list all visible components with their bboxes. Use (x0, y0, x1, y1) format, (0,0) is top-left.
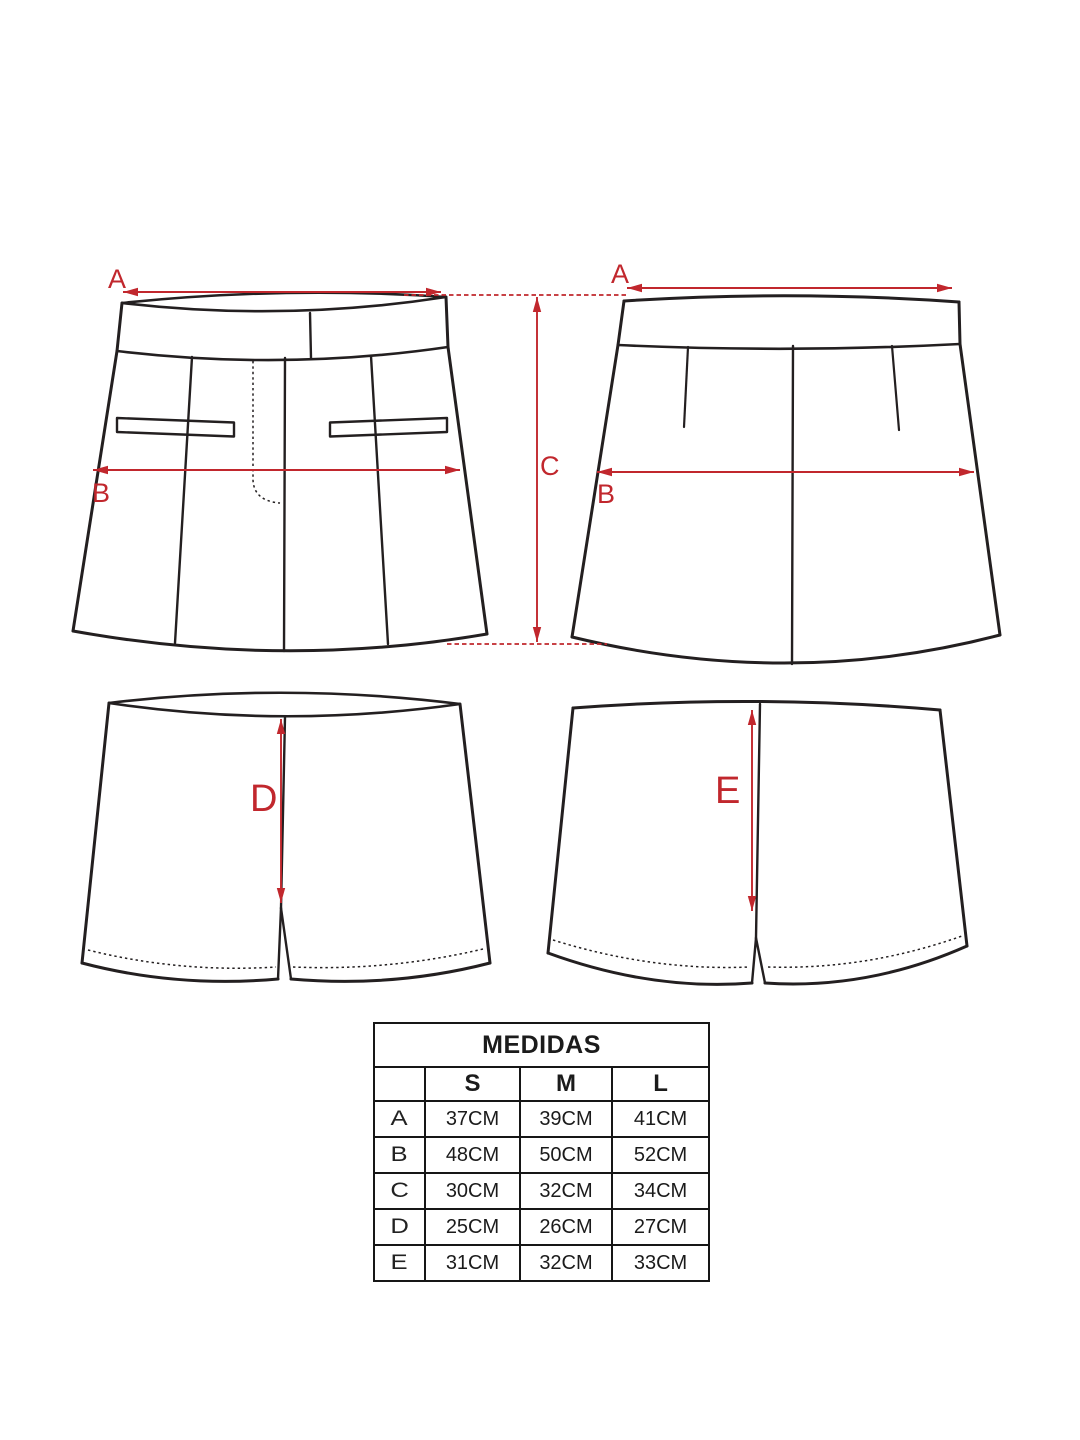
shorts-back-rise-seam (756, 704, 760, 938)
front-waistband-bottom (117, 347, 448, 360)
table-row-e (374, 1245, 709, 1281)
front-pocket-welt-left (117, 418, 234, 437)
front-hem (73, 631, 487, 651)
measure-d-s: 25CM (425, 1209, 520, 1245)
back-waistband-right-edge (959, 302, 960, 344)
dim-label-a-front: A (108, 264, 127, 294)
back-dart-right (892, 346, 899, 430)
measure-a-m: 39CM (520, 1101, 612, 1137)
front-waist-back-rim (122, 293, 446, 303)
back-center-seam (792, 346, 793, 664)
back-side-right (960, 344, 1000, 635)
shorts-front-hem-right (291, 963, 490, 981)
size-header-l: L (612, 1067, 709, 1101)
shorts-back-side-left (548, 708, 573, 953)
shorts-back-side-right (940, 710, 967, 946)
skirt-back-view (572, 296, 1000, 664)
back-waistband-left-edge (618, 301, 624, 345)
shorts-front-view (82, 693, 490, 982)
shorts-back-inseam-left (752, 938, 756, 983)
measure-e-m: 32CM (520, 1245, 612, 1281)
shorts-front-inseam-right (281, 908, 291, 979)
row-label-d (374, 1209, 425, 1245)
row-label-e (374, 1245, 425, 1281)
dimension-annotations (92, 259, 974, 911)
table-corner-cell (374, 1067, 425, 1101)
shorts-front-hem-stitch-left (88, 950, 276, 968)
back-dart-left (684, 347, 688, 427)
measure-a-l: 41CM (612, 1101, 709, 1137)
measure-d-m: 26CM (520, 1209, 612, 1245)
back-hem (572, 635, 1000, 663)
front-waistband-right-edge (446, 297, 448, 347)
table-title: MEDIDAS (374, 1023, 709, 1067)
measure-d-l: 27CM (612, 1209, 709, 1245)
measure-c-s: 30CM (425, 1173, 520, 1209)
back-waist-top (624, 296, 959, 302)
measure-e-l: 33CM (612, 1245, 709, 1281)
measure-b-l: 52CM (612, 1137, 709, 1173)
dim-label-a-back: A (611, 259, 630, 289)
row-label-d-text: D (390, 1215, 409, 1238)
measure-a-s: 37CM (425, 1101, 520, 1137)
shorts-front-side-left (82, 703, 109, 963)
table-title-row (374, 1023, 709, 1067)
dim-label-c: C (540, 451, 560, 481)
front-waistband-left-edge (117, 303, 122, 351)
row-label-a-text: A (390, 1107, 409, 1130)
dim-label-d: D (250, 778, 278, 820)
table-row-b (374, 1137, 709, 1173)
front-pocket-welt-right (330, 418, 447, 437)
shorts-back-view (548, 701, 967, 984)
front-side-right (448, 347, 487, 634)
row-label-b (374, 1137, 425, 1173)
dim-label-b-back: B (597, 479, 616, 509)
front-waistband-notch (310, 313, 311, 358)
shorts-front-waist-front-rim (109, 703, 460, 716)
shorts-back-hem-right (765, 946, 967, 984)
measure-b-m: 50CM (520, 1137, 612, 1173)
shorts-back-hem-left (548, 953, 752, 984)
front-princess-seam-right (371, 356, 388, 644)
measure-b-s: 48CM (425, 1137, 520, 1173)
row-label-c-text: C (390, 1179, 409, 1202)
shorts-front-inseam-left (278, 908, 281, 979)
shorts-front-waist-back-rim (109, 693, 460, 704)
dim-label-e: E (715, 770, 741, 812)
row-label-e-text: E (390, 1251, 409, 1274)
row-label-c (374, 1173, 425, 1209)
front-fly-topstitch (253, 361, 280, 503)
row-label-a (374, 1101, 425, 1137)
shorts-back-waist-top (573, 701, 940, 710)
shorts-front-hem-stitch-right (293, 949, 483, 968)
measure-c-l: 34CM (612, 1173, 709, 1209)
measurements-table (373, 1022, 710, 1282)
table-row-c (374, 1173, 709, 1209)
size-header-s: S (425, 1067, 520, 1101)
measure-e-s: 31CM (425, 1245, 520, 1281)
table-row-a (374, 1101, 709, 1137)
size-header-m: M (520, 1067, 612, 1101)
dim-label-b-front: B (92, 478, 111, 508)
measure-c-m: 32CM (520, 1173, 612, 1209)
shorts-back-inseam-right (756, 938, 765, 983)
front-princess-seam-left (175, 357, 192, 643)
shorts-back-hem-stitch-right (768, 936, 962, 967)
row-label-b-text: B (390, 1143, 409, 1166)
table-row-d (374, 1209, 709, 1245)
skirt-front-view (73, 293, 487, 651)
shorts-front-side-right (460, 704, 490, 963)
back-waistband-bottom (618, 344, 960, 349)
table-size-header-row (374, 1067, 709, 1101)
front-center-seam (284, 358, 285, 651)
